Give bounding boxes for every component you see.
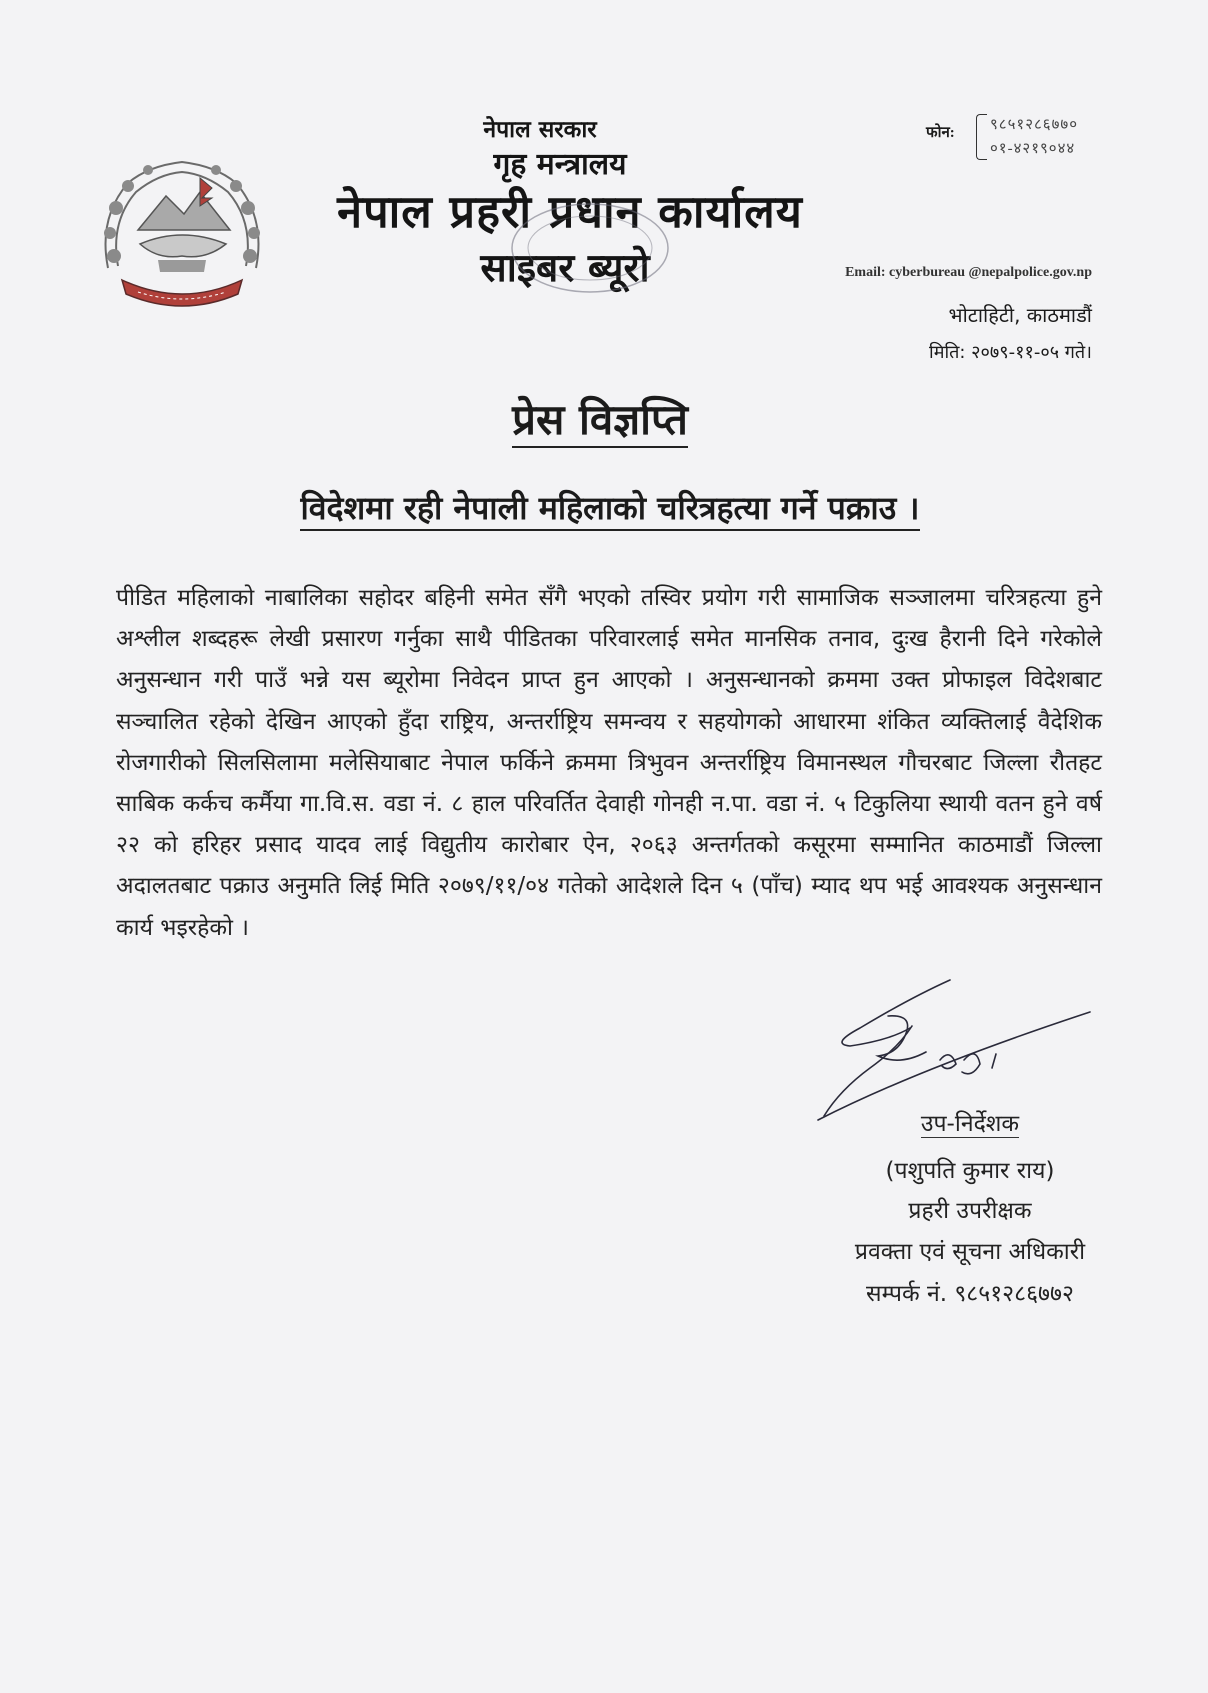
office-name: नेपाल प्रहरी प्रधान कार्यालय	[337, 185, 803, 238]
phone-number: ०१-४२१९०४४	[990, 141, 1076, 157]
phone-label: फोन:	[926, 125, 955, 141]
phone-brace	[976, 114, 987, 160]
headline	[140, 486, 1080, 529]
signatory-role: प्रवक्ता एवं सूचना अधिकारी	[854, 1239, 1086, 1265]
signatory-designation-text: उप-निर्देशक	[920, 1111, 1020, 1137]
phone-number: ९८५१२८६७७०	[990, 117, 1079, 133]
bureau-name: साइबर ब्यूरो	[480, 246, 650, 291]
document-title-text: प्रेस विज्ञप्ति	[512, 395, 688, 448]
office-stamp-icon	[505, 198, 675, 298]
government-name: नेपाल सरकार	[483, 117, 597, 143]
body-paragraph: पीडित महिलाको नाबालिका सहोदर बहिनी समेत सँगै भएको तस्विर प्रयोग गरी सामाजिक सञ्जालमा चरित्रहत्या हुने अश्लील शब्दहरू लेखी प्रसारण गर्नुका साथै पीडितका परिवारलाई समेत मानसिक तनाव, दुःख हैरानी दिने गरेकोले अनुसन्धान गरी पाउँ भन्ने यस ब्यूरोमा निवेदन प्राप्त हुन आएको । अनुसन्धानको क्रममा उक्त प्रोफाइल विदेशबाट सञ्चालित रहेको देखिन आएको हुँदा राष्ट्रिय, अन्तर्राष्ट्रिय समन्वय र सहयोगको आधारमा शंकित व्यक्तिलाई वैदेशिक रोजगारीको सिलसिलामा मलेसियाबाट नेपाल फर्किने क्रममा त्रिभुवन अन्तर्राष्ट्रिय विमानस्थल गौचरबाट जिल्ला रौतहट साबिक कर्कच कर्मैया गा.वि.स. वडा नं. ८ हाल परिवर्तित देवाही गोनही न.पा. वडा नं. ५ टिकुलिया स्थायी वतन हुने वर्ष २२ को हरिहर प्रसाद यादव लाई विद्युतीय कारोबार ऐन, २०६३ अन्तर्गतको कसूरमा सम्मानित काठमाडौं जिल्ला अदालतबाट पक्राउ अनुमति लिई मिति २०७९/११/०४ गतेको आदेशले दिन ५ (पाँच) म्याद थप भई आवश्यक अनुसन्धान कार्य भइरहेको ।	[116, 585, 1102, 941]
nepal-emblem-icon	[88, 148, 276, 316]
office-address: भोटाहिटी, काठमाडौं	[948, 303, 1092, 327]
signatory-name: (पशुपति कुमार राय)	[885, 1158, 1055, 1184]
phone-block	[920, 112, 1100, 162]
email-address: Email: cyberbureau @nepalpolice.gov.np	[845, 265, 1092, 280]
headline-text: विदेशमा रही नेपाली महिलाको चरित्रहत्या गर्ने पक्राउ ।	[300, 489, 919, 531]
issue-date: मिति: २०७९-११-०५ गते।	[929, 342, 1092, 363]
ministry-name: गृह मन्त्रालय	[493, 147, 627, 182]
signatory-rank: प्रहरी उपरीक्षक	[908, 1198, 1032, 1224]
signatory-designation	[820, 1106, 1120, 1138]
signatory-contact: सम्पर्क नं. ९८५१२८६७७२	[866, 1281, 1074, 1307]
document-title	[430, 390, 770, 447]
